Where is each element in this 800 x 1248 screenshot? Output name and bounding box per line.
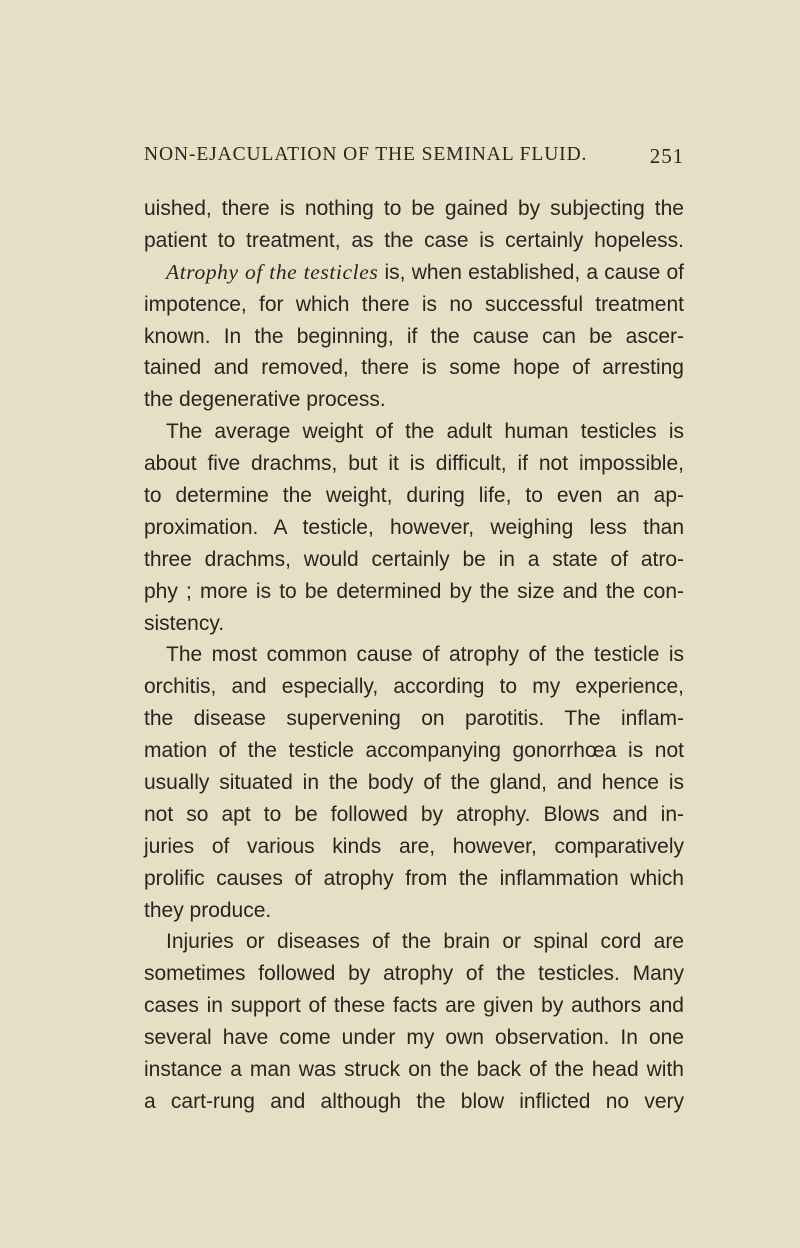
running-head [144, 144, 684, 166]
text-line: several have come under my own observation. In one [144, 1026, 684, 1050]
text-line: phy ; more is to be determined by the size and the con- [144, 579, 684, 603]
text-line: The most common cause of atrophy of the testicle is [166, 643, 684, 667]
text-line: patient to treatment, as the case is certainly hopeless. [144, 228, 684, 252]
text-line: The average weight of the adult human testicles is [166, 420, 684, 444]
text-line: Injuries or diseases of the brain or spinal cord are [166, 930, 684, 954]
text-line: prolific causes of atrophy from the inflammation which [144, 866, 684, 890]
text-line: cases in support of these facts are given by authors and [144, 994, 684, 1018]
text-line [144, 257, 684, 289]
text-line: about five drachms, but it is difficult, if not impossible, [144, 452, 684, 476]
text-line: uished, there is nothing to be gained by subjecting the [144, 197, 684, 220]
text-line: three drachms, would certainly be in a state of atro- [144, 547, 684, 571]
text-line: the degenerative process. [144, 388, 386, 412]
text-line: proximation. A testicle, however, weighing less than [144, 515, 684, 539]
text-line: instance a man was struck on the back of the head with [144, 1058, 684, 1082]
text-line: usually situated in the body of the gland, and hence is [144, 771, 684, 795]
text-line: not so apt to be followed by atrophy. Blows and in- [144, 802, 684, 826]
page-number: 251 [649, 144, 684, 168]
text-line: the disease supervening on parotitis. The inflam- [144, 707, 684, 731]
text-line: sistency. [144, 611, 225, 635]
text-line: mation of the testicle accompanying gonorrhœa is not [144, 739, 684, 763]
text-line-rest: is, when established, a cause of [384, 260, 684, 284]
text-line: sometimes followed by atrophy of the testicles. Many [144, 962, 684, 986]
text-line: impotence, for which there is no successful treatment [144, 292, 684, 316]
italic-phrase: Atrophy of the testicles [166, 259, 379, 284]
running-head-title: NON-EJACULATION OF THE SEMINAL FLUID. [144, 144, 588, 165]
text-line: known. In the beginning, if the cause can be ascer- [144, 324, 684, 348]
text-line: they produce. [144, 898, 272, 922]
text-line: tained and removed, there is some hope of arresting [144, 356, 684, 380]
text-line: to determine the weight, during life, to even an ap- [144, 484, 684, 508]
body-text [144, 193, 684, 1118]
text-line: juries of various kinds are, however, comparatively [144, 834, 684, 858]
text-line: orchitis, and especially, according to my experience, [144, 675, 684, 699]
text-line: a cart-rung and although the blow inflicted no very [144, 1089, 684, 1113]
